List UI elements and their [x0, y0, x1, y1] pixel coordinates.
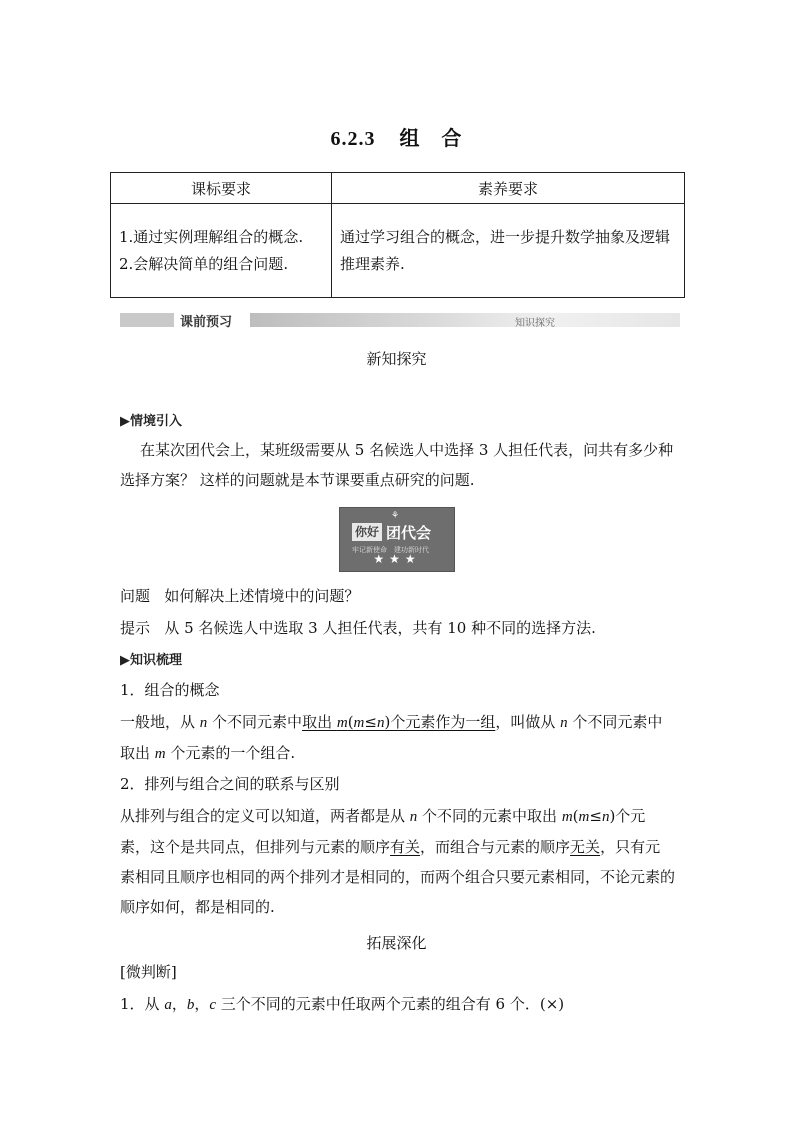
var-n: n	[409, 809, 418, 825]
image-slogan: 牢记新使命 建功新时代	[352, 546, 429, 554]
heading-extension: 拓展深化	[366, 934, 427, 952]
text-run: ，而组合与元素的顺序	[420, 838, 571, 856]
text-run: 个不同元素中	[207, 713, 303, 731]
page-title	[0, 122, 793, 151]
hint-line	[120, 613, 596, 643]
var-m: m	[336, 715, 348, 731]
var-b: b	[186, 997, 195, 1013]
hint-label: 提示	[120, 619, 151, 637]
bar-left-block	[120, 313, 174, 327]
var-n: n	[199, 715, 208, 731]
underlined-blank	[302, 713, 495, 731]
curriculum-item: 2.会解决简单的组合问题.	[119, 254, 289, 273]
judgement-item-1	[120, 989, 564, 1020]
var-n: n	[376, 715, 385, 731]
question-text: 如何解决上述情境中的问题？	[164, 587, 360, 605]
text-run: 个不同元素中取出	[120, 713, 663, 762]
text-run: )个元素，这个是共同点，但排列与元素的顺序	[120, 807, 646, 856]
text-run: 取出	[302, 713, 337, 731]
section-number: 6.2.3	[330, 128, 376, 150]
text-run: ≤	[589, 807, 602, 825]
logo-left: 你好	[352, 523, 382, 541]
header-literacy: 素养要求	[332, 173, 685, 204]
text-run: ，叫做从	[495, 713, 561, 731]
hint-text: 从 5 名候选人中选取 3 人担任代表，共有 10 种不同的选择方法.	[164, 619, 596, 637]
scenario-marker: ▶情境引入	[120, 414, 182, 429]
star-icons: ★★★	[373, 552, 421, 566]
logo-right: 团代会	[386, 524, 432, 542]
var-m: m	[578, 809, 590, 825]
underlined-blank: 有关	[390, 838, 421, 856]
var-c: c	[209, 997, 217, 1013]
section-title: 组 合	[399, 126, 463, 150]
var-n: n	[601, 809, 610, 825]
text-run: 个元素的一个组合.	[165, 744, 296, 762]
requirements-table	[110, 172, 685, 298]
text-run: )个元素作为一组	[384, 713, 496, 731]
question-label: 问题	[120, 587, 151, 605]
var-m: m	[154, 746, 166, 762]
header-curriculum: 课标要求	[111, 173, 332, 204]
bar-gradient	[250, 313, 680, 327]
text-run: (	[347, 713, 354, 731]
text-run: 一般地，从	[120, 713, 200, 731]
scenario-paragraph: 在某次团代会上，某班级需要从 5 名候选人中选择 3 人担任代表，问共有多少种选择方案？ 这样的问题就是本节课要重点研究的问题.	[120, 441, 674, 489]
text-run: 从排列与组合的定义可以知道，两者都是从	[120, 807, 410, 825]
literacy-cell: 通过学习组合的概念，进一步提升数学抽象及逻辑推理素养.	[332, 204, 685, 298]
question-line	[120, 581, 359, 611]
heading-new-knowledge: 新知探究	[366, 350, 427, 368]
knowledge-marker: ▶知识梳理	[120, 653, 182, 668]
curriculum-item: 1.通过实例理解组合的概念.	[119, 227, 304, 246]
item2-title: 2．排列与组合之间的联系与区别	[120, 775, 340, 793]
text-run: ，	[194, 995, 210, 1013]
var-a: a	[164, 997, 172, 1013]
bar-sub-label: 知识探究	[515, 318, 555, 329]
text-run: (	[572, 807, 579, 825]
text-run: 三个不同的元素中任取两个元素的组合有 6 个．(×)	[216, 995, 565, 1013]
emblem-icon: ⚘	[391, 511, 400, 521]
text-run: ，	[171, 995, 187, 1013]
text-run: ，只有元素相同且顺序也相同的两个排列才是相同的，而两个组合只要元素相同，不论元素的顺序如何，都是相同的.	[120, 838, 676, 916]
text-run: 个不同的元素中取出	[417, 807, 562, 825]
var-m: m	[353, 715, 365, 731]
item2-paragraph	[120, 801, 675, 922]
var-m: m	[561, 809, 573, 825]
bar-label: 课前预习	[180, 315, 233, 330]
congress-image	[339, 507, 455, 572]
underlined-blank: 无关	[570, 838, 601, 856]
curriculum-cell	[111, 204, 332, 298]
text-run: 1．从	[120, 995, 165, 1013]
item1-title: 1．组合的概念	[120, 681, 220, 699]
judgement-label: [微判断]	[120, 963, 177, 981]
text-run: ≤	[364, 713, 377, 731]
var-n: n	[560, 715, 568, 731]
item1-paragraph	[120, 707, 675, 769]
section-bar	[120, 313, 680, 330]
